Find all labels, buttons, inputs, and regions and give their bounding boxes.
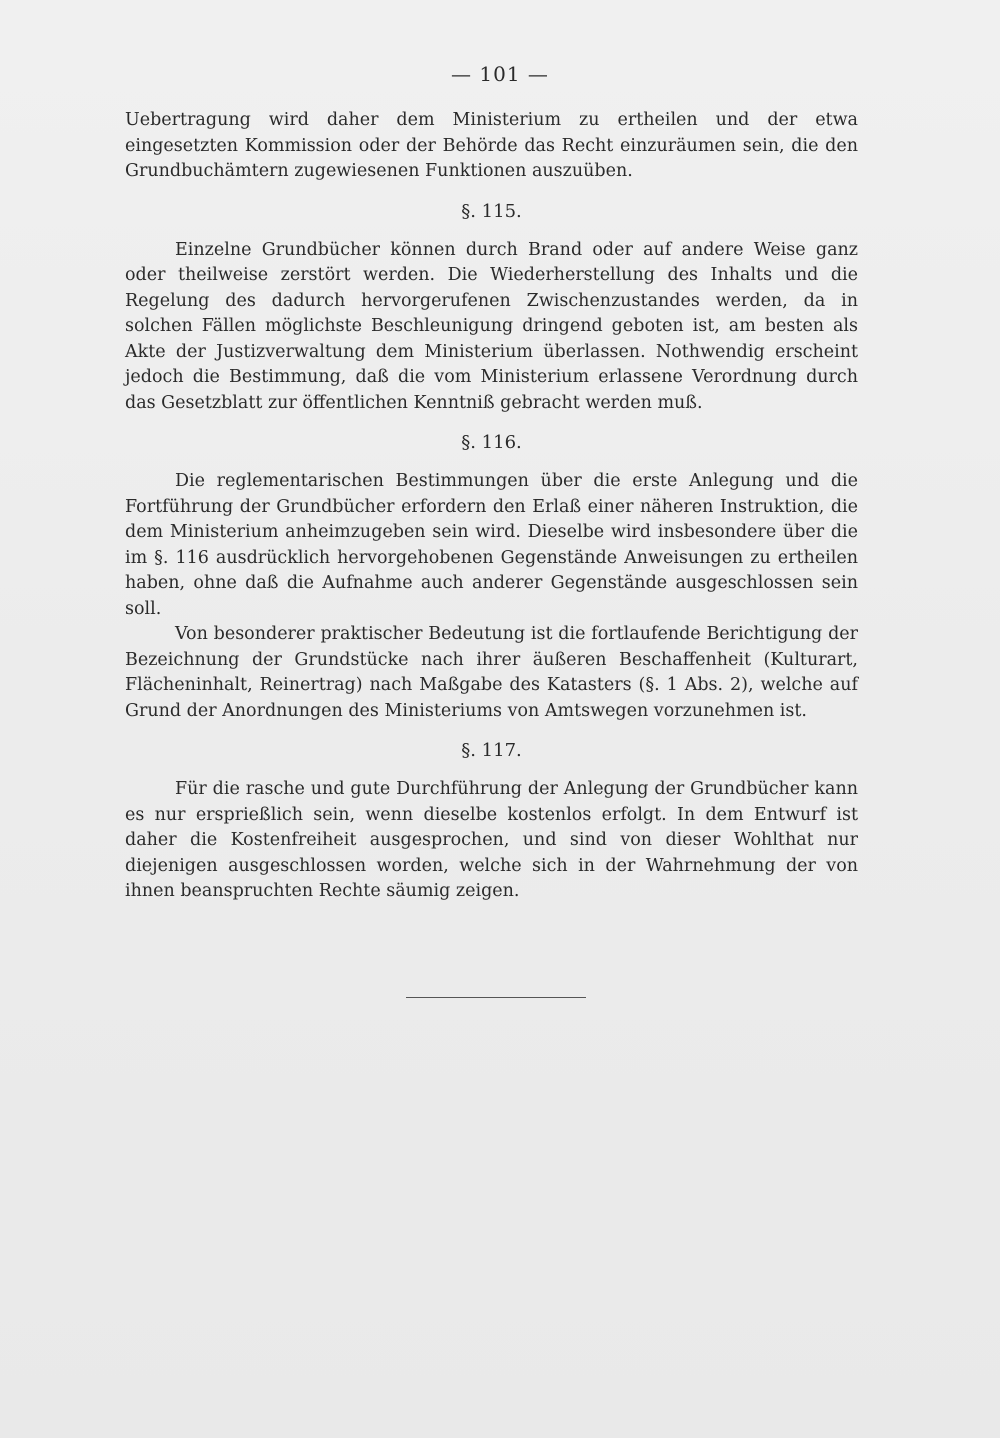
section-heading-116: §. 116. — [461, 432, 522, 453]
section-116-paragraph-1: Die reglementarischen Bestimmungen über die erste Anlegung und die Fortführung der Grundbücher erfordern den Erlaß einer näheren Instruktion, die dem Ministerium anheimzugeben sein wird. Dieselbe wird insbesondere über die im §. 116 ausdrücklich hervorgehobenen Gegenstände Anweisungen zu ertheilen haben, ohne daß die Aufnahme auch anderer Gegenstände ausgeschlossen sein soll. — [125, 471, 858, 619]
section-115-paragraph: Einzelne Grundbücher können durch Brand oder auf andere Weise ganz oder theilweise zerstört werden. Die Wiederherstellung des Inhalts und die Regelung des dadurch hervorgerufenen Zwischenzustandes werden, da in solchen Fällen möglichste Beschleunigung dringend geboten ist, am besten als Akte der Justizverwaltung dem Ministerium überlassen. Nothwendig erscheint jedoch die Bestimmung, daß die vom Ministerium erlassene Verordnung durch das Gesetzblatt zur öffentlichen Kenntniß gebracht werden muß. — [125, 239, 858, 413]
intro-paragraph: Uebertragung wird daher dem Ministerium zu ertheilen und der etwa eingesetzten Kommission oder der Behörde das Recht einzuräumen sein, die den Grundbuchämtern zugewiesenen Funktionen auszuüben. — [125, 110, 858, 181]
closing-rule — [406, 997, 586, 998]
section-116-paragraph-2: Von besonderer praktischer Bedeutung ist die fortlaufende Berichtigung der Bezeichnung der Grundstücke nach ihrer äußeren Beschaffenheit (Kulturart, Flächeninhalt, Reinertrag) nach Maßgabe des Katasters (§. 1 Abs. 2), welche auf Grund der Anordnungen des Ministeriums von Amtswegen vorzunehmen ist. — [125, 624, 858, 721]
section-heading-115: §. 115. — [461, 200, 522, 222]
page-number: — 101 — — [451, 62, 549, 86]
section-117-paragraph: Für die rasche und gute Durchführung der Anlegung der Grundbücher kann es nur ersprießlich sein, wenn dieselbe kostenlos erfolgt. In dem Entwurf ist daher die Kostenfreiheit ausgesprochen, und sind von dieser Wohlthat nur diejenigen ausgeschlossen worden, welche sich in der Wahrnehmung der von ihnen beanspruchten Rechte säumig zeigen. — [125, 779, 858, 901]
document-body — [125, 108, 858, 905]
section-heading-117: §. 117. — [461, 740, 522, 761]
